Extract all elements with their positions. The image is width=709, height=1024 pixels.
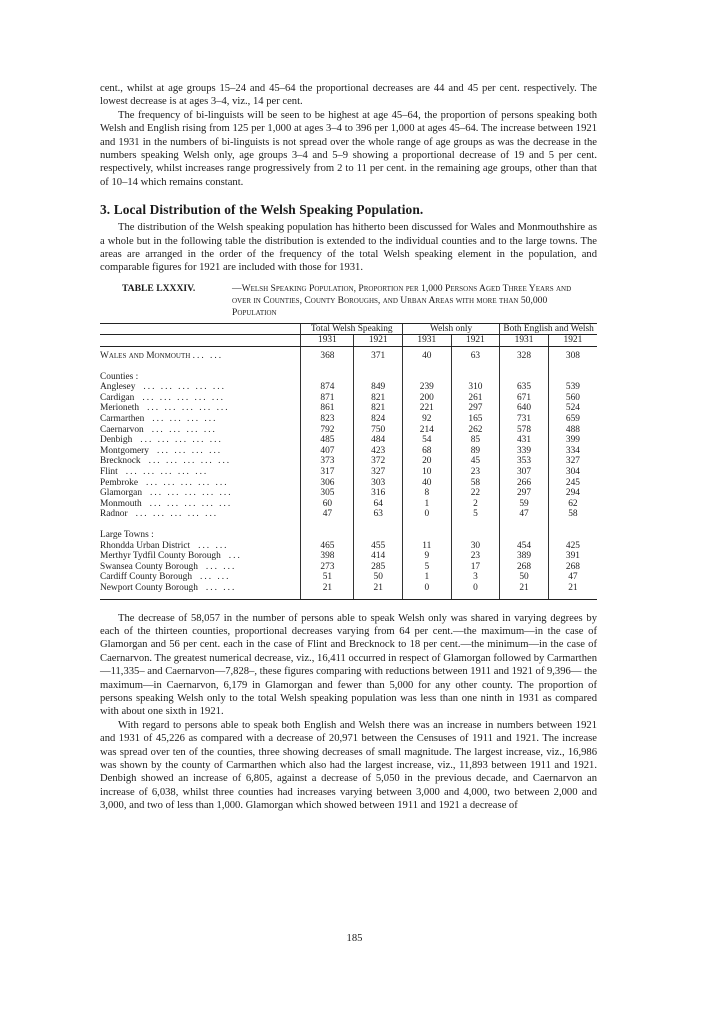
table-row-total <box>100 351 597 362</box>
cell: 62 <box>548 499 597 510</box>
cell: 425 <box>548 541 597 552</box>
leader-dots: ... ... ... ... <box>156 445 223 456</box>
cell: 262 <box>451 425 500 436</box>
cell: 455 <box>354 541 403 552</box>
cell: 60 <box>301 499 354 510</box>
cell: 861 <box>301 403 354 414</box>
cell: 524 <box>548 403 597 414</box>
cell: 305 <box>301 488 354 499</box>
cell: 560 <box>548 393 597 404</box>
cell: 22 <box>451 488 500 499</box>
cell: 214 <box>403 425 452 436</box>
row-label-cell <box>100 541 301 552</box>
cell: 58 <box>548 509 597 520</box>
year-header: 1931 <box>403 335 452 347</box>
row-label-cell <box>100 425 301 436</box>
cell: 68 <box>403 446 452 457</box>
row-label: Cardiff County Borough <box>100 572 193 583</box>
cell: 23 <box>451 467 500 478</box>
cell: 821 <box>354 393 403 404</box>
paragraph-bilinguists: The frequency of bi-linguists will be seen to be highest at age 45–64, the proportion of persons speaking both Welsh and English rising from 125 per 1,000 at ages 3–4 to 396 per 1,000 at ages 45–64. The increase between 1921 and 1931 in the numbers of bi-linguists is not spread over the whole range of age groups as was the decrease in the numbers speaking Welsh only, age groups 3–4 and 5–9 showing a proportional decrease of 19 and 5 per cent. respectively, whilst increases range progressively from 2 to 11 per cent. in the remaining age groups, other than that of 10–14 which remains constant. <box>100 109 597 188</box>
leader-dots: ... ... ... ... ... <box>140 435 223 446</box>
table-caption <box>100 283 597 319</box>
table-spacer <box>100 362 597 372</box>
cell: 871 <box>301 393 354 404</box>
leader-dots: ... ... ... ... ... <box>147 403 230 414</box>
table-row <box>100 425 597 436</box>
cell: 200 <box>403 393 452 404</box>
col-group-total: Total Welsh Speaking <box>301 323 403 335</box>
cell: 47 <box>548 572 597 583</box>
row-label: Radnor <box>100 509 128 520</box>
row-label: Monmouth <box>100 498 142 509</box>
cell: 268 <box>548 562 597 573</box>
row-label-cell <box>100 414 301 425</box>
col-group-welsh-only: Welsh only <box>403 323 500 335</box>
leader-dots: ... ... ... ... <box>152 414 218 425</box>
cell: 306 <box>301 478 354 489</box>
row-label: Denbigh <box>100 435 133 446</box>
cell: 21 <box>354 583 403 594</box>
leader-dots: ... ... <box>200 572 231 583</box>
leader-dots: ... ... <box>205 561 237 572</box>
cell: 317 <box>301 467 354 478</box>
cell: 63 <box>354 509 403 520</box>
cell: 5 <box>403 562 452 573</box>
cell: 431 <box>500 435 549 446</box>
table-row <box>100 456 597 467</box>
cell: 327 <box>548 456 597 467</box>
year-header: 1931 <box>301 335 354 347</box>
cell: 824 <box>354 414 403 425</box>
leader-dots: ... ... ... ... ... <box>148 456 232 467</box>
row-label: Anglesey <box>100 382 136 393</box>
cell: 297 <box>451 403 500 414</box>
paragraph-welsh-only-decrease: The decrease of 58,057 in the number of persons able to speak Welsh only was shared in varying degrees by each of the thirteen counties, proportional decreases varying from 64 per cent.—the maximum—in the case of Glamorgan and 56 per cent. each in the case of Flint and Brecknock to 18 per cent.—the minimum—in the case of Caernarvon. The greatest numerical decrease, viz., 16,411 occurred in respect of Glamorgan followed by Carmarthen—11,335– and Caernarvon—7,828–, these figures comparing with reductions between 1911 and 1921 of 9,396— the maximum—in Caernarvon, 6,179 in Glamorgan and fewer than 5,000 for any other county. The proportion of persons speaking Welsh only to the total Welsh speaking population was less than one ninth in 1931 as compared with about one sixth in 1921. <box>100 612 598 718</box>
cell: 334 <box>548 446 597 457</box>
cell: 92 <box>403 414 452 425</box>
row-label-cell <box>100 499 301 510</box>
cell: 398 <box>301 551 354 562</box>
table-row <box>100 572 597 583</box>
cell: 821 <box>354 403 403 414</box>
cell: 304 <box>548 467 597 478</box>
table-row <box>100 551 597 562</box>
row-label: Newport County Borough <box>100 582 198 593</box>
leader-dots: ... ... <box>205 582 237 593</box>
cell: 488 <box>548 425 597 436</box>
year-header: 1931 <box>500 335 549 347</box>
row-label: Merthyr Tydfil County Borough <box>100 551 221 562</box>
cell: 268 <box>500 562 549 573</box>
cell: 874 <box>301 382 354 393</box>
cell: 635 <box>500 382 549 393</box>
cell: 731 <box>500 414 549 425</box>
cell: 368 <box>301 351 354 362</box>
cell: 21 <box>548 583 597 594</box>
cell: 285 <box>354 562 403 573</box>
cell: 372 <box>354 456 403 467</box>
cell: 11 <box>403 541 452 552</box>
cell: 327 <box>354 467 403 478</box>
row-label: Swansea County Borough <box>100 561 198 572</box>
cell: 23 <box>451 551 500 562</box>
table-row <box>100 499 597 510</box>
cell: 389 <box>500 551 549 562</box>
cell: 261 <box>451 393 500 404</box>
leader-dots: ... <box>228 551 242 562</box>
cell: 1 <box>403 499 452 510</box>
page-body <box>100 82 597 813</box>
row-label-cell <box>100 393 301 404</box>
cell: 21 <box>301 583 354 594</box>
cell: 85 <box>451 435 500 446</box>
cell: 54 <box>403 435 452 446</box>
page-number: 185 <box>346 933 363 944</box>
table-row <box>100 583 597 594</box>
cell: 245 <box>548 478 597 489</box>
cell: 578 <box>500 425 549 436</box>
row-label-cell <box>100 446 301 457</box>
table-spacer <box>100 594 597 600</box>
towns-heading: Large Towns : <box>100 529 154 540</box>
year-header: 1921 <box>548 335 597 347</box>
leader-dots: ... ... ... ... ... <box>149 498 233 509</box>
cell: 64 <box>354 499 403 510</box>
cell: 316 <box>354 488 403 499</box>
section-heading: 3. Local Distribution of the Welsh Speaking Population. <box>100 202 424 218</box>
cell: 454 <box>500 541 549 552</box>
cell: 239 <box>403 382 452 393</box>
cell: 423 <box>354 446 403 457</box>
table-row <box>100 467 597 478</box>
cell: 414 <box>354 551 403 562</box>
cell: 17 <box>451 562 500 573</box>
row-label: Brecknock <box>100 456 141 467</box>
row-label-cell <box>100 403 301 414</box>
cell: 659 <box>548 414 597 425</box>
cell: 58 <box>451 478 500 489</box>
row-label: Rhondda Urban District <box>100 540 191 551</box>
table-spacer <box>100 520 597 530</box>
cell: 303 <box>354 478 403 489</box>
leader-dots: ... ... ... ... ... <box>150 488 233 499</box>
cell: 47 <box>301 509 354 520</box>
cell: 3 <box>451 572 500 583</box>
row-label-cell <box>100 583 301 594</box>
row-label-cell <box>100 509 301 520</box>
table-row <box>100 414 597 425</box>
cell: 465 <box>301 541 354 552</box>
cell: 2 <box>451 499 500 510</box>
counties-heading: Counties : <box>100 371 139 382</box>
table-header-row <box>100 323 597 335</box>
row-label: Pembroke <box>100 477 139 488</box>
cell: 30 <box>451 541 500 552</box>
cell: 20 <box>403 456 452 467</box>
cell: 407 <box>301 446 354 457</box>
row-label: Merioneth <box>100 403 140 414</box>
table-row <box>100 509 597 520</box>
cell: 0 <box>403 583 452 594</box>
row-label: Caernarvon <box>100 424 144 435</box>
cell: 5 <box>451 509 500 520</box>
cell: 51 <box>301 572 354 583</box>
cell: 50 <box>354 572 403 583</box>
cell: 371 <box>354 351 403 362</box>
leader-dots: ... ... ... ... ... <box>135 509 219 520</box>
cell: 294 <box>548 488 597 499</box>
cell: 307 <box>500 467 549 478</box>
cell: 8 <box>403 488 452 499</box>
row-label: Flint <box>100 467 118 477</box>
cell: 89 <box>451 446 500 457</box>
towns-heading-row <box>100 530 597 541</box>
row-label-cell <box>100 572 301 583</box>
cell: 297 <box>500 488 549 499</box>
table-row <box>100 562 597 573</box>
table-row <box>100 393 597 404</box>
col-group-both: Both English and Welsh <box>500 323 597 335</box>
cell: 792 <box>301 425 354 436</box>
cell: 391 <box>548 551 597 562</box>
row-label: Cardigan <box>100 392 135 403</box>
paragraph-distribution: The distribution of the Welsh speaking population has hitherto been discussed for Wales and Monmouthshire as a whole but in the following table the distribution is extended to the individual counties and to the large towns. The areas are arranged in the order of the frequency of the total Welsh speaking element in the population, and comparable figures for 1921 are included with those for 1931. <box>100 222 597 274</box>
table-row <box>100 403 597 414</box>
cell: 353 <box>500 456 549 467</box>
row-label: Glamorgan <box>100 488 143 499</box>
row-label-cell <box>100 478 301 489</box>
cell: 640 <box>500 403 549 414</box>
cell: 310 <box>451 382 500 393</box>
year-header: 1921 <box>451 335 500 347</box>
cell: 63 <box>451 351 500 362</box>
cell: 40 <box>403 478 452 489</box>
table-row <box>100 446 597 457</box>
table-row <box>100 478 597 489</box>
cell: 266 <box>500 478 549 489</box>
leader-dots: ... ... ... ... ... <box>125 467 209 477</box>
cell: 59 <box>500 499 549 510</box>
cell: 10 <box>403 467 452 478</box>
row-label-cell <box>100 382 301 393</box>
table-row <box>100 541 597 552</box>
year-header: 1921 <box>354 335 403 347</box>
leader-dots: ... ... ... ... <box>151 424 217 435</box>
cell: 339 <box>500 446 549 457</box>
welsh-speaking-table <box>100 323 597 600</box>
cell: 45 <box>451 456 500 467</box>
cell: 484 <box>354 435 403 446</box>
table-caption-text: —Welsh Speaking Population, Proportion per 1,000 Persons Aged Three Years and over in Counties, County Boroughs, and Urban Areas with more than 50,000 Population <box>232 282 572 318</box>
table-row <box>100 382 597 393</box>
leader-dots: ... ... <box>198 540 229 551</box>
row-label-cell <box>100 562 301 573</box>
row-label-cell <box>100 488 301 499</box>
row-label: Wales and Monmouth <box>100 351 191 362</box>
leader-dots: ... ... ... ... ... <box>142 392 225 403</box>
leader-dots: ... ... ... ... ... <box>146 477 229 488</box>
cell: 671 <box>500 393 549 404</box>
table-caption-label: TABLE LXXXIV. <box>122 282 196 294</box>
cell: 0 <box>451 583 500 594</box>
table-year-row <box>100 335 597 347</box>
cell: 849 <box>354 382 403 393</box>
cell: 0 <box>403 509 452 520</box>
row-label: Carmarthen <box>100 414 145 425</box>
towns-rows <box>100 541 597 594</box>
cell: 50 <box>500 572 549 583</box>
cell: 221 <box>403 403 452 414</box>
cell: 399 <box>548 435 597 446</box>
paragraph-continuation: cent., whilst at age groups 15–24 and 45–64 the proportional decreases are 44 and 45 per cent. respectively. The lowest decrease is at ages 3–4, viz., 14 per cent. <box>100 83 597 108</box>
leader-dots: ... ... ... ... ... <box>143 382 226 393</box>
cell: 373 <box>301 456 354 467</box>
cell: 485 <box>301 435 354 446</box>
row-label-cell <box>100 467 301 478</box>
cell: 750 <box>354 425 403 436</box>
cell: 823 <box>301 414 354 425</box>
row-label: Montgomery <box>100 445 149 456</box>
table-row <box>100 435 597 446</box>
cell: 328 <box>500 351 549 362</box>
cell: 47 <box>500 509 549 520</box>
cell: 1 <box>403 572 452 583</box>
cell: 308 <box>548 351 597 362</box>
leader-dots: ... ... <box>192 351 224 362</box>
counties-rows <box>100 382 597 520</box>
cell: 539 <box>548 382 597 393</box>
row-label-cell <box>100 551 301 562</box>
cell: 40 <box>403 351 452 362</box>
table-row <box>100 488 597 499</box>
counties-heading-row <box>100 372 597 383</box>
paragraph-bilingual-increase: With regard to persons able to speak both English and Welsh there was an increase in numbers between 1921 and 1931 of 45,226 as compared with a decrease of 20,971 between the Censuses of 1911 and 1921. The increase was spread over ten of the counties, three showing decreases of small magnitude. The largest increase, viz., 16,986 was shown by the county of Carmarthen which also had the largest increase, viz., 11,893 between 1911 and 1921. Denbigh showed an increase of 6,805, against a decrease of 5,050 in the previous decade, and Caernarvon an increase of 6,038, whilst three counties had increases varying between 3,000 and 4,000, two between 2,000 and 3,000, and two of less than 1,000. Glamorgan which showed between 1911 and 1921 a decrease of <box>100 719 597 812</box>
cell: 273 <box>301 562 354 573</box>
cell: 165 <box>451 414 500 425</box>
row-label-cell <box>100 456 301 467</box>
cell: 9 <box>403 551 452 562</box>
cell: 21 <box>500 583 549 594</box>
row-label-cell <box>100 435 301 446</box>
